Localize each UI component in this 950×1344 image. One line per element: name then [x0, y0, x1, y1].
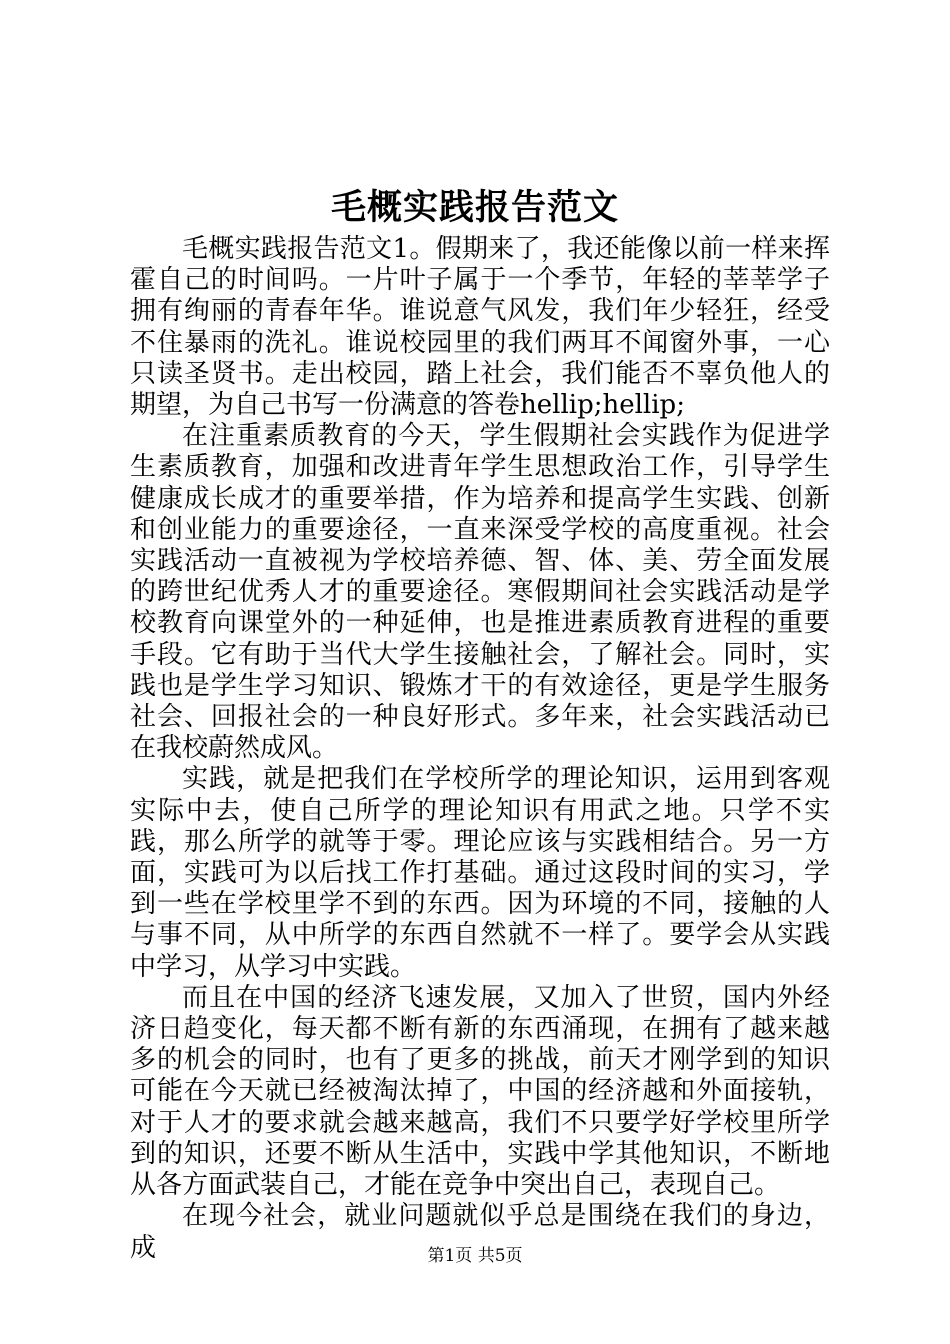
paragraph-1: 毛概实践报告范文1。假期来了，我还能像以前一样来挥霍自己的时间吗。一片叶子属于一个季节，年轻的莘莘学子拥有绚丽的青春年华。谁说意气风发，我们年少轻狂，经受不住暴雨的洗礼。谁说校园里的我们两耳不闻窗外事，一心只读圣贤书。走出校园，踏上社会，我们能否不辜负他人的期望，为自己书写一份满意的答卷hellip;hellip; — [130, 234, 830, 421]
paragraph-5: 在现今社会，就业问题就似乎总是围绕在我们的身边，成 — [130, 1201, 830, 1263]
document-title: 毛概实践报告范文 — [330, 187, 619, 228]
document-body — [130, 234, 830, 1264]
paragraph-4: 而且在中国的经济飞速发展，又加入了世贸，国内外经济日趋变化，每天都不断有新的东西涌现，在拥有了越来越多的机会的同时，也有了更多的挑战，前天才刚学到的知识可能在今天就已经被淘汰掉了，中国的经济越和外面接轨，对于人才的要求就会越来越高，我们不只要学好学校里所学到的知识，还要不断从生活中，实践中学其他知识，不断地从各方面武装自己，才能在竞争中突出自己，表现自己。 — [130, 982, 830, 1201]
paragraph-2: 在注重素质教育的今天，学生假期社会实践作为促进学生素质教育，加强和改进青年学生思想政治工作，引导学生健康成长成才的重要举措，作为培养和提高学生实践、创新和创业能力的重要途径，一直来深受学校的高度重视。社会实践活动一直被视为学校培养德、智、体、美、劳全面发展的跨世纪优秀人才的重要途径。寒假期间社会实践活动是学校教育向课堂外的一种延伸，也是推进素质教育进程的重要手段。它有助于当代大学生接触社会，了解社会。同时，实践也是学生学习知识、锻炼才干的有效途径，更是学生服务社会、回报社会的一种良好形式。多年来，社会实践活动已在我校蔚然成风。 — [130, 421, 830, 764]
page-footer: 第1页 共5页 — [427, 1246, 523, 1266]
paragraph-3: 实践，就是把我们在学校所学的理论知识，运用到客观实际中去，使自己所学的理论知识有用武之地。只学不实践，那么所学的就等于零。理论应该与实践相结合。另一方面，实践可为以后找工作打基础。通过这段时间的实习，学到一些在学校里学不到的东西。因为环境的不同，接触的人与事不同，从中所学的东西自然就不一样了。要学会从实践中学习，从学习中实践。 — [130, 764, 830, 982]
